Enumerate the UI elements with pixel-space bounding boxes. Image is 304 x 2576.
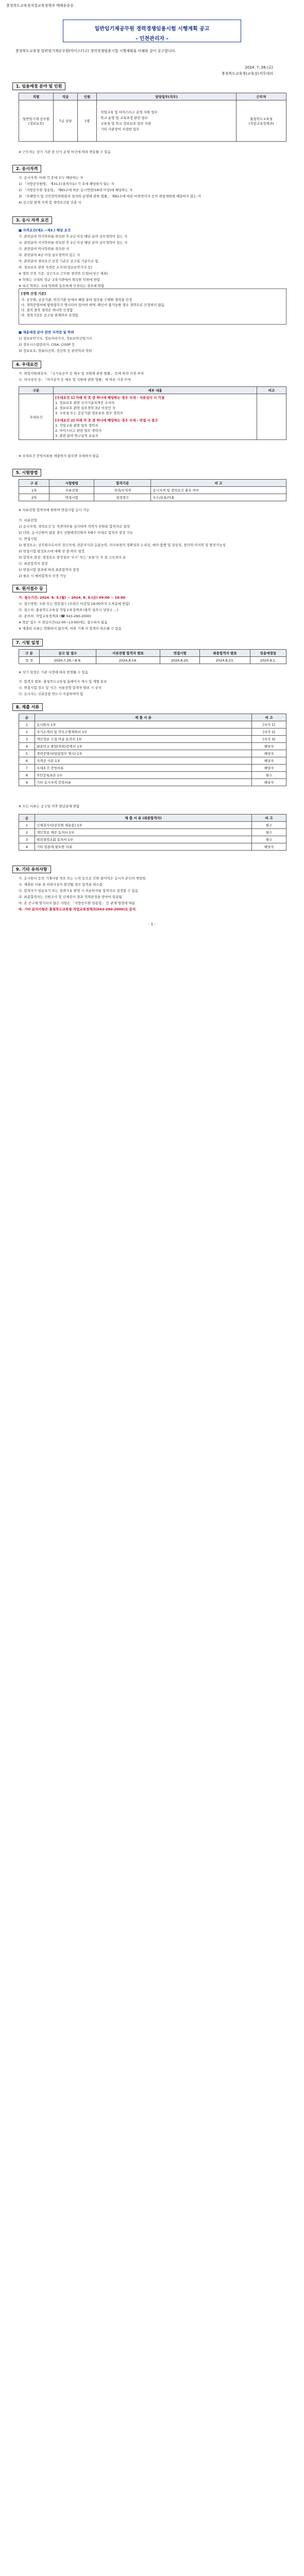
documents-table-body <box>19 721 286 786</box>
table-row <box>19 765 286 772</box>
s7-line: 나. 면접시험 장소 및 시간: 서류전형 합격자 발표 시 공지 <box>19 686 102 690</box>
s3-item: ※ 외국 학위는 국내 학위와 동등하게 인정되는 경우에 한함 <box>19 284 105 288</box>
s3-note-line: 가. 공무원, 공공기관, 민간기관 등에서 해당 분야 업무를 수행한 경력을 인정 <box>21 298 132 302</box>
table-cell: 필수 <box>252 772 286 779</box>
table-cell: 9 <box>19 779 35 786</box>
section-6-body <box>19 595 286 632</box>
th-sched: 서류전형 합격자 발표 <box>96 650 160 657</box>
section-8-heading: 8. 제출 서류 <box>12 703 43 711</box>
section-7-body <box>19 679 286 698</box>
s6-line: 다. 접수처: 충청북도교육청 직업교육정책과 (충북 청주시 상당구 ...) <box>19 608 119 612</box>
section-6-heading: 6. 원서접수 등 <box>12 585 47 592</box>
cell-count: 1명 <box>78 100 97 142</box>
s6-line: ※ 방문 접수 시 점심시간(12:00~13:00)에는 접수하지 않음 <box>19 620 108 624</box>
title-box <box>63 20 241 42</box>
sched-cell: 2024.7.26.~8.9. <box>39 657 96 664</box>
announce-org: 충청북도교육청(교육감)직무대리 <box>221 72 273 76</box>
table-row <box>19 829 286 836</box>
s3-extra-title: ■ 채용예정 분야 관련 자격증 및 학위 <box>19 330 74 334</box>
s9-line: 마. 본 공고에 명시되지 않은 사항은 「지방공무원 임용령」 등 관계 법령에 따름 <box>19 901 136 905</box>
s5-line: 2) 필요 시 예비합격자 선정 가능 <box>19 574 66 578</box>
header-small-text: 충청북도교육청직업교육정책과 택배송송송 <box>6 4 74 8</box>
exam-cell: 1차 <box>19 487 49 494</box>
table-row <box>19 743 286 750</box>
table-cell: 개인정보 제공 동의서 1부 <box>35 829 252 836</box>
table-row <box>19 822 286 829</box>
table-cell: 8 <box>19 772 35 779</box>
exam-cell: 적격/부적격 <box>94 487 151 494</box>
th-place: 근무처 <box>237 93 286 100</box>
table-cell: 기타 임용에 필요한 서류 <box>35 843 252 851</box>
page-footer: - 1 - <box>148 922 156 926</box>
section-2-heading: 2. 응시자격 <box>12 165 41 173</box>
th-count: 인원 <box>78 93 97 100</box>
s3-item: 마. 관련분야 경력요건 산정 기준은 공고일 기준으로 함 <box>19 259 98 263</box>
position-note: ※ 근무처는 상기 기관 중 인사 운영 여건에 따라 변동될 수 있음 <box>19 150 111 154</box>
table-cell: 해당자 <box>252 743 286 750</box>
s6-line: 라. 문의처: 직업교육정책과 (☎ 043-290-2000) <box>19 614 91 618</box>
pref-row-detail <box>54 394 257 440</box>
s2-line: 4) 공고일 현재 자격 및 경력요건을 갖춘 자 <box>19 200 81 205</box>
pref-box-1-title: [우대요건 1] 아래 각 호 중 하나에 해당하는 경우 우대 - 서류심사 시 가점 <box>55 396 165 400</box>
table-cell: 2 <box>19 728 35 736</box>
cell-place: 충청북도교육청 (직업교육정책과) <box>237 100 286 142</box>
table-cell: [서식 2] <box>252 728 286 736</box>
table-cell: 해당자 <box>252 779 286 786</box>
table-cell: 4 <box>19 743 35 750</box>
pref-row-note <box>257 394 286 440</box>
intro-text: 충청북도교육청 일반임기제공무원(마이스터고) 경력경쟁임용시험 시행계획을 아래와 같이 공고합니다. <box>15 49 176 53</box>
schedule-note: ※ 상기 일정은 기관 사정에 따라 변경될 수 있음 <box>19 670 88 674</box>
th-pref-detail: 세부 내용 <box>54 387 257 394</box>
table-cell: [서식 1] <box>252 721 286 728</box>
exam-cell: 2차 <box>19 494 49 501</box>
table-cell: 1 <box>19 721 35 728</box>
s3-item: ※ 학위는 국내외 정규 교육기관에서 취득한 학위에 한함 <box>19 278 100 282</box>
s3-item: 가. 관련분야 학사학위를 취득한 후 2년 이상 해당 분야 실무경력이 있는 자 <box>19 234 128 239</box>
s3-note-title: [경력 산정 기준] <box>21 292 46 296</box>
pref-box-1-item: 3. 교육청 또는 공공기관 정보보호 업무 경력자 <box>55 411 123 415</box>
s4-item: 가. 취업지원대상자: 「국가유공자 등 예우 및 지원에 관한 법률」 등에 따라 가점 부여 <box>19 371 144 376</box>
exam-cell: 면접시험 <box>49 494 94 501</box>
table-row <box>19 836 286 843</box>
documents-table <box>19 714 286 786</box>
s5-line: 2) 면접시험 평정요소에 대해 상·중·하로 평정 <box>19 549 85 553</box>
th-doc-name: 제 출 서 류 <box>35 714 252 721</box>
pref-box-1-item: 1. 정보보호 관련 국가기술자격증 소지자 <box>55 401 114 405</box>
table-cell: 7 <box>19 765 35 772</box>
section-3-body <box>19 228 286 290</box>
sched-cell: 2024.9.1. <box>250 657 286 664</box>
exam-cell: 서류전형 <box>49 487 94 494</box>
pref-box-1-item: 2. 정보보호 관련 실무경력 3년 이상인 자 <box>55 406 115 410</box>
s2-line: 1) 「지방공무원법」 제31조(결격사유) 각 호에 해당하지 않는 자 <box>19 182 114 186</box>
exam-cell: 평정점수 <box>94 494 151 501</box>
s3-extra-line: 2) 정보시스템감리사, CISA, CISSP 등 <box>19 343 75 347</box>
pref-box-2-item: 1. 직업교육 관련 업무 경력자 <box>55 423 98 428</box>
s3-extra-line: 1) 정보보안기사, 정보처리기사, 정보보안산업기사 <box>19 336 92 341</box>
th-pref-kind: 구분 <box>19 387 54 394</box>
documents-note: ※ 모든 서류는 공고일 이후 발급분에 한함 <box>19 804 80 808</box>
s5-line: 3) 합격자 결정: 평정요소 평정결과 '우수' 또는 '보통'인 자 중 고득점자 순 <box>19 555 126 560</box>
page-title: 일반임기제공무원 경력경쟁임용시험 시행계획 공고 <box>94 26 210 32</box>
s5-line: 가. 서류전형 <box>19 518 37 522</box>
table-cell: 경력증명서(담당업무 명시) 1부 <box>35 750 252 757</box>
section-7-heading: 7. 시험 일정 <box>12 639 43 647</box>
pref-box-2-item: 2. 마이스터고 관련 업무 경력자 <box>55 429 102 433</box>
th-doc2-note: 비 고 <box>252 815 286 822</box>
s5-line: 1) 면접시험 결과에 따라 최종합격자 결정 <box>19 568 79 572</box>
pref-box-2-item: 3. 관련 분야 연구실적 보유자 <box>55 434 98 438</box>
th-exam-pass: 합격기준 <box>94 480 151 487</box>
s9-line: 나. 제출된 서류 중 허위사실이 발견될 경우 합격을 취소함 <box>19 883 103 887</box>
table-cell: 3 <box>19 836 35 843</box>
sched-cell: 2024.8.23. <box>200 657 250 664</box>
s5-line: 다. 최종합격자 결정 <box>19 562 48 566</box>
th-sched: 공고 및 접수 <box>39 650 96 657</box>
s3-note-line: 나. 경력증명서에 담당업무가 명시되어 있어야 하며, 확인이 불가능한 경우 경력으로 인정하지 않음 <box>21 303 165 307</box>
experience-criteria-box <box>19 289 286 325</box>
th-doc-note: 비 고 <box>252 714 286 721</box>
s3-note-line: 라. 경력기간은 공고일 현재까지 산정함 <box>21 313 78 317</box>
pref-box-2-title: [우대요건 2] 아래 각 호 중 하나에 해당하는 경우 우대 - 면접 시 참고 <box>55 418 158 422</box>
s3-item: 바. 정보보호 관련 자격증 소지자(정보보안기사 등) <box>19 265 93 269</box>
s7-line: 다. 응시자는 신분증을 반드시 지참하여야 함 <box>19 692 83 696</box>
table-cell: 신체검사서(공무원 채용용) 1부 <box>35 822 252 829</box>
table-cell: 필수 <box>252 836 286 843</box>
section-4-body <box>19 371 286 383</box>
position-table <box>19 93 286 142</box>
th-doc-no: 순 <box>19 714 35 721</box>
cell-grade: 7급 상당 <box>54 100 78 142</box>
th-doc2-no: 순 <box>19 815 35 822</box>
s9-line: 라. 최종합격자는 신원조사 및 신체검사 결과 적격판정을 받아야 임용됨 <box>19 895 122 899</box>
schedule-table <box>19 649 286 664</box>
th-sched: 임용예정일 <box>250 650 286 657</box>
page-subtitle: - 인천관리자 - <box>136 36 168 42</box>
table-cell: 주민등록초본 1부 <box>35 772 252 779</box>
table-row <box>19 750 286 757</box>
section-3-extra <box>19 330 286 354</box>
section-5-heading: 5. 시험방법 <box>12 469 41 477</box>
table-row <box>19 843 286 851</box>
table-row <box>19 721 286 728</box>
table-cell: 자기소개서 및 직무수행계획서 1부 <box>35 728 252 736</box>
th-series: 직렬 <box>19 93 54 100</box>
preference-table <box>19 386 286 440</box>
s2-line: 2) 「지방공무원 임용령」 제65조에 따른 응시연령(18세 이상)에 해당하는 자 <box>19 188 133 192</box>
s3-table-title: ■ 자격요건(제2.~제3.) 해당 요건 <box>19 228 71 232</box>
table-cell: 해당자 <box>252 765 286 772</box>
table-cell: 자격증 사본 1부 <box>35 757 252 765</box>
th-sched: 최종합격자 발표 <box>200 650 250 657</box>
exam-method-table <box>19 479 286 501</box>
table-row <box>19 779 286 786</box>
table-cell: 개인정보 수집·이용 동의서 1부 <box>35 736 252 743</box>
s5-line: 2) 다만, 응시인원이 많을 경우 선발예정인원의 5배수 이내로 합격자 결정 가능 <box>19 531 133 535</box>
table-cell: 5 <box>19 750 35 757</box>
s3-item: 나. 관련분야 석사학위를 취득한 후 1년 이상 해당 분야 실무경력이 있는 자 <box>19 241 128 245</box>
s7-line: 가. 합격자 발표: 충청북도교육청 홈페이지 게시 및 개별 통보 <box>19 680 107 684</box>
table-cell: 필수 <box>252 822 286 829</box>
th-pref-note: 비고 <box>257 387 286 394</box>
s9-line: 바. 기타 문의사항은 충청북도교육청 직업교육정책과(043-290-2000)로 문의 <box>19 907 136 911</box>
s3-item: 다. 관련분야 박사학위를 취득한 자 <box>19 247 70 251</box>
s6-line: ※ 제출된 서류는 반환하지 않으며, 허위 기재 시 합격이 취소될 수 있음 <box>19 626 122 631</box>
table-cell: 최종학교 졸업(학위)증명서 1부 <box>35 743 252 750</box>
section-1-heading: 1. 임용예정 분야 및 인원 <box>12 82 65 90</box>
s5-line: 1) 평정요소: 공무원으로서의 정신자세, 전문지식과 응용능력, 의사표현의 정확성과 논리성, 예의·품행 및 성실성, 창의력·의지력 및 발전가능성 <box>19 543 226 547</box>
final-documents-table <box>19 814 286 851</box>
s3-item: 라. 관련분야 4년 이상 실무경력이 있는 자 <box>19 253 80 257</box>
th-exam-note: 비 고 <box>151 480 286 487</box>
table-cell: 우대요건 증빙서류 <box>35 765 252 772</box>
s5-line: 1) 응시자격, 경력요건 등 적격여부를 심사하여 적격자 전원을 합격자로 결정 <box>19 524 130 529</box>
s3-item: ※ 경력 인정 기준: 상근으로 근무한 경력만 인정(비상근 제외) <box>19 272 108 276</box>
s6-line: 나. 접수방법: 우편 또는 방문접수 (우편은 마감일 18:00까지 도착분에 한함) <box>19 602 130 606</box>
s6-line: 가. 접수기간: 2024. 8. 5.(월) ~ 2024. 8. 9.(금) 09:00 ~ 18:00 <box>19 596 126 600</box>
table-row <box>19 772 286 779</box>
th-grade: 직급 <box>54 93 78 100</box>
s4-item: 나. 의사상자 등: 「의사상자 등 예우 및 지원에 관한 법률」에 따른 가점 부여 <box>19 378 131 382</box>
section-9-body <box>19 876 286 913</box>
table-row <box>19 736 286 743</box>
th-sched: 면접시험 <box>160 650 200 657</box>
table-cell: 응시원서 1부 <box>35 721 252 728</box>
section-9-heading: 9. 기타 유의사항 <box>12 866 51 873</box>
s2-line: 가. 응시자격: 아래 각 호에 모두 해당하는 자 <box>19 176 83 180</box>
table-cell: 범죄경력조회 동의서 1부 <box>35 836 252 843</box>
s9-line: 다. 합격자가 임용포기 또는 결격사유 발생 시 차순위자를 합격자로 결정할 수 있음 <box>19 889 139 893</box>
s2-line: 3) 「부패방지 및 국민권익위원회의 설치와 운영에 관한 법률」 제82조에 따른 비위면직자 등의 취업제한에 해당하지 않는 자 <box>19 194 201 198</box>
s9-line: 가. 응시원서 등의 기재사항 착오 또는 누락 등으로 인한 불이익은 응시자 본인의 책임임 <box>19 876 146 880</box>
pref-footnote: ※ 우대요건 증빙서류를 제출하지 않으면 우대하지 않음 <box>19 454 99 458</box>
table-cell: 기타 응시자격 증빙서류 <box>35 779 252 786</box>
exam-table-note: ※ 서류전형 합격자에 한하여 면접시험 응시 가능 <box>19 508 90 512</box>
th-exam-kind: 구 분 <box>19 480 49 487</box>
table-cell: 1 <box>19 822 35 829</box>
final-documents-table-body <box>19 822 286 851</box>
th-sched: 구 분 <box>19 650 40 657</box>
sched-cell: 일 정 <box>19 657 40 664</box>
th-doc2-name: 제 출 서 류 (최종합격자) <box>35 815 252 822</box>
table-cell: 4 <box>19 843 35 851</box>
s3-note-line: 다. 겸직·중복 경력은 하나만 인정함 <box>21 308 73 312</box>
s5-line: 나. 면접시험 <box>19 537 37 541</box>
table-row <box>19 728 286 736</box>
table-cell: 해당자 <box>252 757 286 765</box>
pref-row-label: 우대요건 <box>19 394 54 440</box>
table-cell: 해당자 <box>252 843 286 851</box>
announce-date: 2024. 7. 26.(금) <box>245 65 273 70</box>
exam-cell: 우수/보통/미흡 <box>151 494 286 501</box>
table-cell: 6 <box>19 757 35 765</box>
s3-extra-line: 3) 정보보호, 컴퓨터공학, 전산학 등 관련학과 학위 <box>19 349 92 353</box>
cell-series: 일반임기제 공무원(정보보호) <box>19 100 54 142</box>
th-exam-method: 시험방법 <box>49 480 94 487</box>
table-row <box>19 757 286 765</box>
sched-cell: 2024.8.14. <box>96 657 160 664</box>
section-4-heading: 4. 우대요건 <box>12 361 41 368</box>
table-cell: 필수 <box>252 829 286 836</box>
th-duty: 담당업무(직무) <box>97 93 237 100</box>
section-5-body <box>19 518 286 580</box>
cell-duty: · 직업교육 및 마이스터고 운영 지원 업무 · 학교 운영 및 교육과정 관련 업무 · 교육청 및 학교 정보보호 업무 지원 · 기타 기관장이 지정한 업무 <box>97 100 237 142</box>
table-cell: 2 <box>19 829 35 836</box>
sched-cell: 2024.8.20. <box>160 657 200 664</box>
table-cell: 해당자 <box>252 750 286 757</box>
table-cell: [서식 3] <box>252 736 286 743</box>
table-cell: 3 <box>19 736 35 743</box>
section-2-body <box>19 175 286 206</box>
section-3-heading: 3. 응시 자격 요건 <box>12 216 52 224</box>
exam-cell: 응시자격 및 경력요건 충족 여부 <box>151 487 286 494</box>
